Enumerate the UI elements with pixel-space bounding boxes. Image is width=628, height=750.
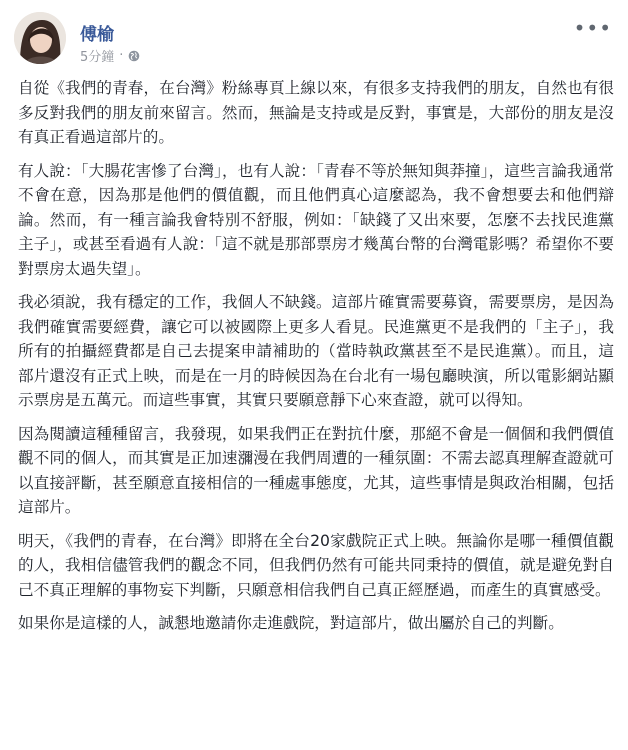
globe-icon[interactable] <box>128 50 140 62</box>
avatar-image <box>14 12 66 64</box>
post-meta <box>80 46 140 65</box>
post-paragraph: 因為閱讀這種種留言，我發現，如果我們正在對抗什麼，那絕不會是一個個和我們價值觀不同的個人，而其實是正加速瀰漫在我們周遭的一種氛圍：不需去認真理解查證就可以直接評斷，甚至願意直接相信的一種處事態度，尤其，這些事情是與政治相關，包括這部片。 <box>18 424 614 516</box>
post-paragraph: 明天，《我們的青春，在台灣》即將在全台20家戲院正式上映。無論你是哪一種價值觀的人，我相信儘管我們的觀念不同，但我們仍然有可能共同秉持的價值，就是避免對自己不真正理解的事物妄下判斷，只願意相信我們自己真正經歷過，而產生的真實感受。 <box>18 531 614 599</box>
post-timestamp[interactable]: 5分鐘 <box>80 50 115 65</box>
post-body <box>18 76 614 636</box>
meta-separator: · <box>119 48 124 63</box>
avatar[interactable] <box>14 12 66 64</box>
post-paragraph: 我必須說，我有穩定的工作，我個人不缺錢。這部片確實需要募資，需要票房，是因為我們確實需要經費，讓它可以被國際上更多人看見。民進黨更不是我們的「主子」，我所有的拍攝經費都是自己去提案申請補助的（當時執政黨甚至不是民進黨）。而且，這部片還沒有正式上映，而是在一月的時候因為在台北有一場包廳映演，所以電影網站顯示票房是五萬元。而這些事實，其實只要願意靜下心來查證，就可以得知。 <box>18 293 614 409</box>
post-paragraph: 如果你是這樣的人，誠懇地邀請你走進戲院，對這部片，做出屬於自己的判斷。 <box>18 614 564 632</box>
post-paragraph: 有人說：「大腸花害慘了台灣」，也有人說：「青春不等於無知與莽撞」，這些言論我通常不會在意，因為那是他們的價值觀，而且他們真心這麼認為，我不會想要去和他們辯論。然而，有一種言論我會特別不舒服，例如：「缺錢了又出來要，怎麼不去找民進黨主子」，或甚至看過有人說：「這不就是那部票房才幾萬台幣的台灣電影嗎？希望你不要對票房太過失望」。 <box>18 161 614 278</box>
post-header <box>14 12 616 68</box>
author-name[interactable]: 傅榆 <box>80 25 114 45</box>
more-options-icon[interactable]: ••• <box>573 16 612 40</box>
post-paragraph: 自從《我們的青春，在台灣》粉絲專頁上線以來，有很多支持我們的朋友，自然也有很多反對我們的朋友前來留言。然而，無論是支持或是反對，事實是，大部份的朋友是沒有真正看過這部片的。 <box>18 79 614 146</box>
